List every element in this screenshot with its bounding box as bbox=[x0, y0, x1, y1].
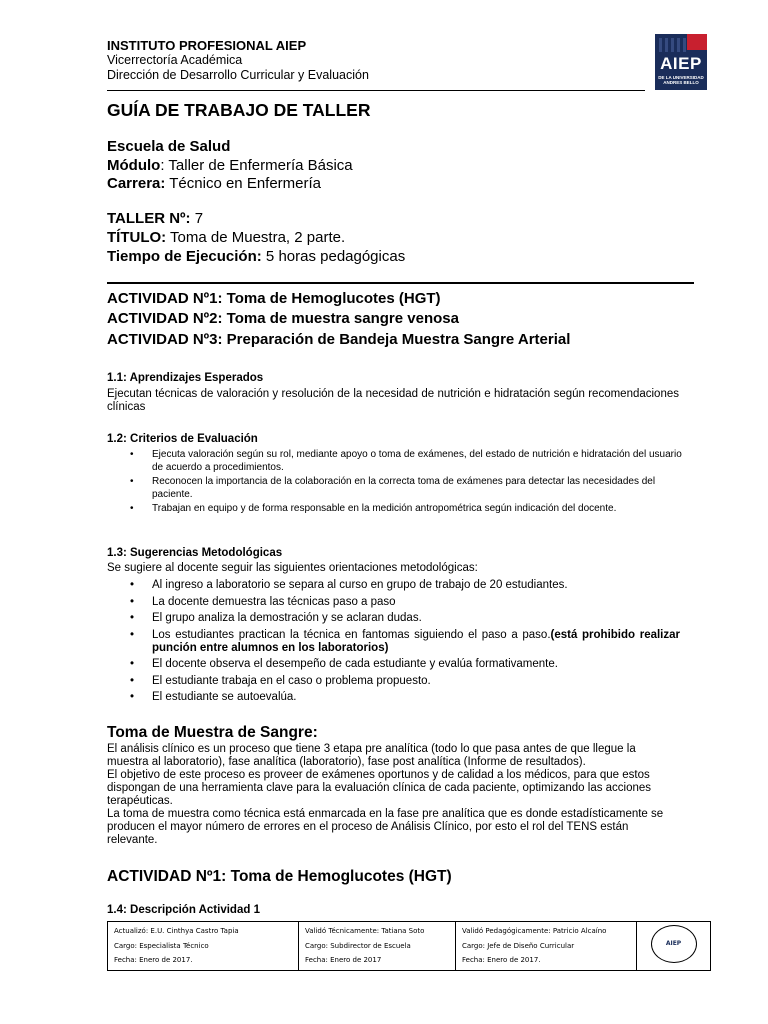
section-1-1-title: 1.1: Aprendizajes Esperados bbox=[107, 372, 264, 384]
activity-2-heading: ACTIVIDAD Nº2: Toma de muestra sangre venosa bbox=[107, 310, 459, 327]
activity-1-heading: ACTIVIDAD Nº1: Toma de Hemoglucotes (HGT) bbox=[107, 290, 441, 307]
section-1-4-title: 1.4: Descripción Actividad 1 bbox=[107, 904, 260, 916]
titulo-line: TÍTULO: Toma de Muestra, 2 parte. bbox=[107, 229, 346, 246]
list-item: • El estudiante se autoevalúa. bbox=[130, 691, 680, 704]
toma-muestra-heading: Toma de Muestra de Sangre: bbox=[107, 724, 318, 741]
list-item: • El grupo analiza la demostración y se aclaran dudas. bbox=[130, 612, 680, 625]
tiempo-line: Tiempo de Ejecución: 5 horas pedagógicas bbox=[107, 248, 406, 265]
validation-footer-table bbox=[107, 921, 711, 971]
logo-subtitle: DE LA UNIVERSIDAD ANDRES BELLO bbox=[658, 75, 704, 85]
footer-updated-cell: Actualizó: E.U. Cinthya Castro Tapia Cargo: Especialista Técnico Fecha: Enero de 2017. bbox=[108, 922, 299, 971]
activity-1-section-heading: ACTIVIDAD Nº1: Toma de Hemoglucotes (HGT) bbox=[107, 868, 452, 885]
logo-text: AIEP bbox=[660, 54, 702, 73]
list-item: • El docente observa el desempeño de cada estudiante y evalúa formativamente. bbox=[130, 658, 680, 671]
header-rule bbox=[107, 90, 645, 91]
methodology-list bbox=[130, 579, 680, 708]
footer-seal-cell bbox=[637, 922, 711, 971]
modulo-line: Módulo: Taller de Enfermería Básica bbox=[107, 157, 353, 174]
section-1-2-title: 1.2: Criterios de Evaluación bbox=[107, 433, 258, 445]
toma-muestra-body bbox=[107, 743, 679, 847]
section-1-1-text: Ejecutan técnicas de valoración y resolución de la necesidad de nutrición e hidratación según recomendaciones clínicas bbox=[107, 388, 679, 413]
paragraph: El análisis clínico es un proceso que tiene 3 etapa pre analítica (todo lo que pasa antes de que llegue la muestra al laboratorio), fase analítica (laboratorio), fase post analítica (Informe de resultados). bbox=[107, 743, 636, 768]
header-line-2: Dirección de Desarrollo Curricular y Evaluación bbox=[107, 68, 369, 82]
list-item: • Reconocen la importancia de la colaboración en la correcta toma de exámenes para detectar las necesidades del paciente. bbox=[130, 475, 682, 501]
aiep-seal: AIEP bbox=[651, 925, 697, 963]
section-1-3-intro: Se sugiere al docente seguir las siguientes orientaciones metodológicas: bbox=[107, 562, 478, 574]
list-item: • Trabajan en equipo y de forma responsable en la medición antropométrica según indicación del docente. bbox=[130, 502, 682, 515]
header-line-1: Vicerrectoría Académica bbox=[107, 53, 243, 67]
list-item: • Al ingreso a laboratorio se separa al curso en grupo de trabajo de 20 estudiantes. bbox=[130, 579, 680, 592]
section-1-3-title: 1.3: Sugerencias Metodológicas bbox=[107, 547, 283, 559]
paragraph: La toma de muestra como técnica está enmarcada en la fase pre analítica que es donde estadísticamente se producen el mayor número de errores en el proceso de Análisis Clínico, por esto el rol del TENS están relevante. bbox=[107, 808, 664, 846]
paragraph: El objetivo de este proceso es proveer de exámenes oportunos y de calidad a los médicos, para que estos dispongan de una herramienta clave para la evaluación clínica de cada paciente, optimizando las acciones terapéuticas. bbox=[107, 769, 652, 807]
list-item: • Ejecuta valoración según su rol, mediante apoyo o toma de exámenes, del estado de nutrición e hidratación del usuario de acuerdo a procedimientos. bbox=[130, 448, 682, 474]
school-name: Escuela de Salud bbox=[107, 138, 231, 155]
list-item: • Los estudiantes practican la técnica en fantomas siguiendo el paso a paso.(está prohibido realizar punción entre alumnos en los laboratorios) bbox=[130, 629, 680, 655]
activity-3-heading: ACTIVIDAD Nº3: Preparación de Bandeja Muestra Sangre Arterial bbox=[107, 331, 571, 348]
taller-line: TALLER Nº: 7 bbox=[107, 210, 204, 227]
document-title: GUÍA DE TRABAJO DE TALLER bbox=[107, 100, 371, 120]
institution-name: INSTITUTO PROFESIONAL AIEP bbox=[107, 38, 307, 53]
criteria-list bbox=[130, 448, 682, 516]
list-item: • El estudiante trabaja en el caso o problema propuesto. bbox=[130, 675, 680, 688]
list-item: • La docente demuestra las técnicas paso a paso bbox=[130, 596, 680, 609]
aiep-logo bbox=[655, 34, 707, 90]
footer-pedagogical-cell: Validó Pedagógicamente: Patricio Alcaíno Cargo: Jefe de Diseño Curricular Fecha: Enero de 2017. bbox=[456, 922, 637, 971]
carrera-line: Carrera: Técnico en Enfermería bbox=[107, 175, 322, 192]
section-rule bbox=[107, 282, 694, 284]
footer-technical-cell: Validó Técnicamente: Tatiana Soto Cargo: Subdirector de Escuela Fecha: Enero de 2017 bbox=[299, 922, 456, 971]
